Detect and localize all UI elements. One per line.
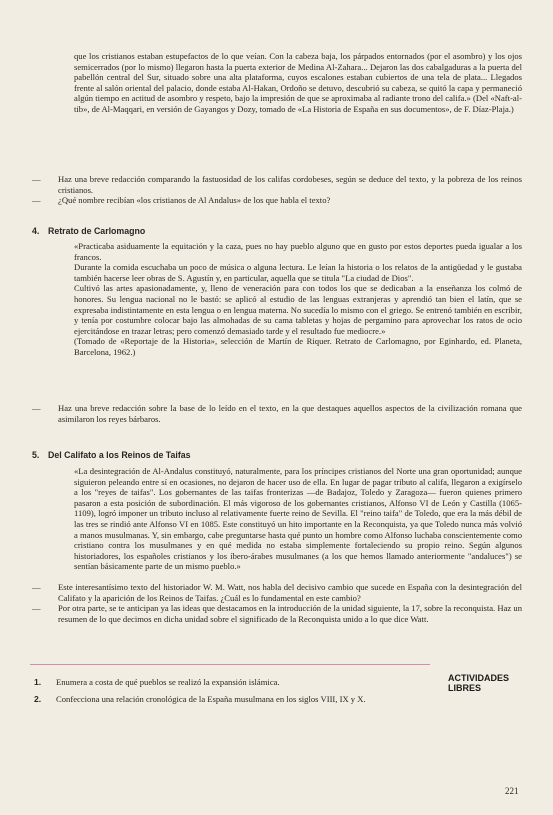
questions-block-2	[30, 403, 522, 424]
activities-list	[30, 677, 428, 710]
section-number: 4.	[32, 226, 40, 236]
dash-marker: —	[32, 603, 41, 614]
section-title: Del Califato a los Reinos de Taifas	[48, 450, 191, 460]
question-text: Haz una breve redacción sobre la base de lo leído en el texto, en la que destaques aquellos aspectos de la civilización romana que asimilaron los reyes bárbaros.	[58, 403, 522, 424]
section-heading-4	[32, 226, 145, 236]
quote-paragraph: «La desintegración de Al-Andalus constituyó, naturalmente, para los príncipes cristianos del Norte una gran oportunidad; aunque siguieron peleando entre sí en ocasiones, no dejaron de hacer uso de ella. En lugar de pagar tributo al califa, llegaron a exigírselo a los "reyes de taifas". Los gobernantes de las taifas fronterizas —de Badajoz, Toledo y Zaragoza— fueron quienes primero pasaron a esta posición de subordinación. El más vigoroso de los gobernantes cristianos, Alfonso VI de León y Castilla (1065-1109), logró imponer un tributo incluso al relativamente fuerte reino de Sevilla. El "reino taifa" de Toledo, que era la más débil de las tres se rindió ante Alfonso VI en 1085. Este constituyó un hito importante en la Reconquista, ya que Toledo nunca más volvió a manos musulmanas. Y, sin embargo, cabe preguntarse hasta qué punto un hombre como Alfonso luchaba conscientemente como cristiano contra los musulmanes y en qué medida no estaba simplemente fortaleciendo su propio reino. Según algunos historiadores, los españoles cristianos y los íbero-árabes musulmanes (a los que hemos llamado anteriormente "andaluces") se sentían básicamente parte de un mismo pueblo.»	[74, 466, 522, 572]
dash-marker: —	[32, 195, 41, 206]
quote-paragraph: que los cristianos estaban estupefactos de lo que veían. Con la cabeza baja, los párpados entornados (por el asombro) y los ojos semicerrados (por lo mismo) llegaron hasta la puerta exterior de Medina Al-Zahara... Dejaron las dos cabalgaduras a la puerta del pabellón central del Sur, situado sobre una alta plataforma, cuyos escalones estaban cubiertos de una tela de plata... Llegados frente al salón oriental del palacio, donde estaba Al-Hakan, Ordoño se detuvo, descubrió su cabeza, se quitó la capa y permaneció algún tiempo en actitud de asombro y respeto, bajo la impresión de que se aproximaba al radiante trono del califa.» (Del «Naft-al-tib», de Al-Maqqari, en versión de Gayangos y Dozy, tomado de «La Historia de España en sus documentos», de F. Díaz-Plaja.)	[74, 51, 522, 114]
section-number: 5.	[32, 450, 40, 460]
question-text: ¿Qué nombre recibían «los cristianos de Al Andalus» de los que habla el texto?	[58, 195, 331, 206]
activity-item	[30, 694, 428, 705]
dash-marker: —	[32, 582, 41, 592]
question-text: Este interesantísimo texto del historiador W. M. Watt, nos habla del decisivo cambio que sucede en España con la desintegración del Califato y la aparición de los Reinos de Taifas. ¿Cuál es lo fundamental en este cambio?	[58, 582, 522, 603]
question-text: Por otra parte, se te anticipan ya las ideas que destacamos en la introducción de la unidad siguiente, la 17, sobre la reconquista. Haz un resumen de lo que decimos en dicha unidad sobre el significado de la Reconquista unido a lo que dice Watt.	[58, 603, 522, 624]
dash-marker: —	[32, 174, 41, 184]
question-item	[30, 603, 522, 624]
activity-number: 1.	[34, 677, 42, 687]
activity-text: Confecciona una relación cronológica de la España musulmana en los siglos VIII, IX y X.	[56, 693, 366, 704]
quote-carlomagno	[74, 241, 522, 358]
quote-paragraph: «Practicaba asiduamente la equitación y la caza, pues no hay pueblo alguno que en gusto por estos deportes pueda igualar a los francos.	[74, 241, 522, 262]
question-item	[30, 174, 522, 195]
activities-label: ACTIVIDADES LIBRES	[448, 673, 510, 693]
section-title: Retrato de Carlomagno	[48, 226, 146, 236]
question-text: Haz una breve redacción comparando la fastuosidad de los califas cordobeses, según se deduce del texto, y la pobreza de los reinos cristianos.	[58, 174, 522, 195]
dash-marker: —	[32, 403, 41, 413]
page-number: 221	[505, 786, 519, 796]
quote-paragraph: Cultivó las artes apasionadamente, y, lleno de veneración para con todos los que se dedicaban a la enseñanza los colmó de honores. Su lengua nacional no le bastó: se aplicó al estudio de las lenguas extranjeras y aprendió tan bien el latín, que se expresaba indistintamente en esta lengua o en lengua materna. No sucedía lo mismo con el griego. Se entrenó también en escribir, y tenía por costumbre colocar bajo las almohadas de su cama tabletas y hojas de pergamino para aprovechar los ratos de ocio ejercitándose en trazar letras; pero comenzó demasiado tarde y el resultado fue mediocre.»	[74, 283, 522, 336]
activity-number: 2.	[34, 693, 42, 704]
question-item	[30, 582, 522, 603]
quote-continuation	[74, 51, 522, 115]
question-item	[30, 195, 522, 206]
activity-text: Enumera a costa de qué pueblos se realizó la expansión islámica.	[56, 677, 280, 687]
activity-item	[30, 677, 428, 688]
quote-watt	[74, 466, 522, 572]
questions-block-3	[30, 582, 522, 624]
quote-paragraph: Durante la comida escuchaba un poco de música o alguna lectura. Le leían la historia o los relatos de la antigüedad y le gustaba también hacerse leer obras de S. Agustín y, en particular, aquella que se titula "La ciudad de Dios".	[74, 262, 522, 283]
questions-block-1	[30, 174, 522, 206]
quote-source: (Tomado de «Reportaje de la Historia», selección de Martín de Riquer. Retrato de Carlomagno, por Eginhardo, ed. Planeta, Barcelona, 1962.)	[74, 336, 522, 357]
section-divider	[30, 664, 430, 665]
section-heading-5	[32, 450, 191, 460]
question-item	[30, 403, 522, 424]
